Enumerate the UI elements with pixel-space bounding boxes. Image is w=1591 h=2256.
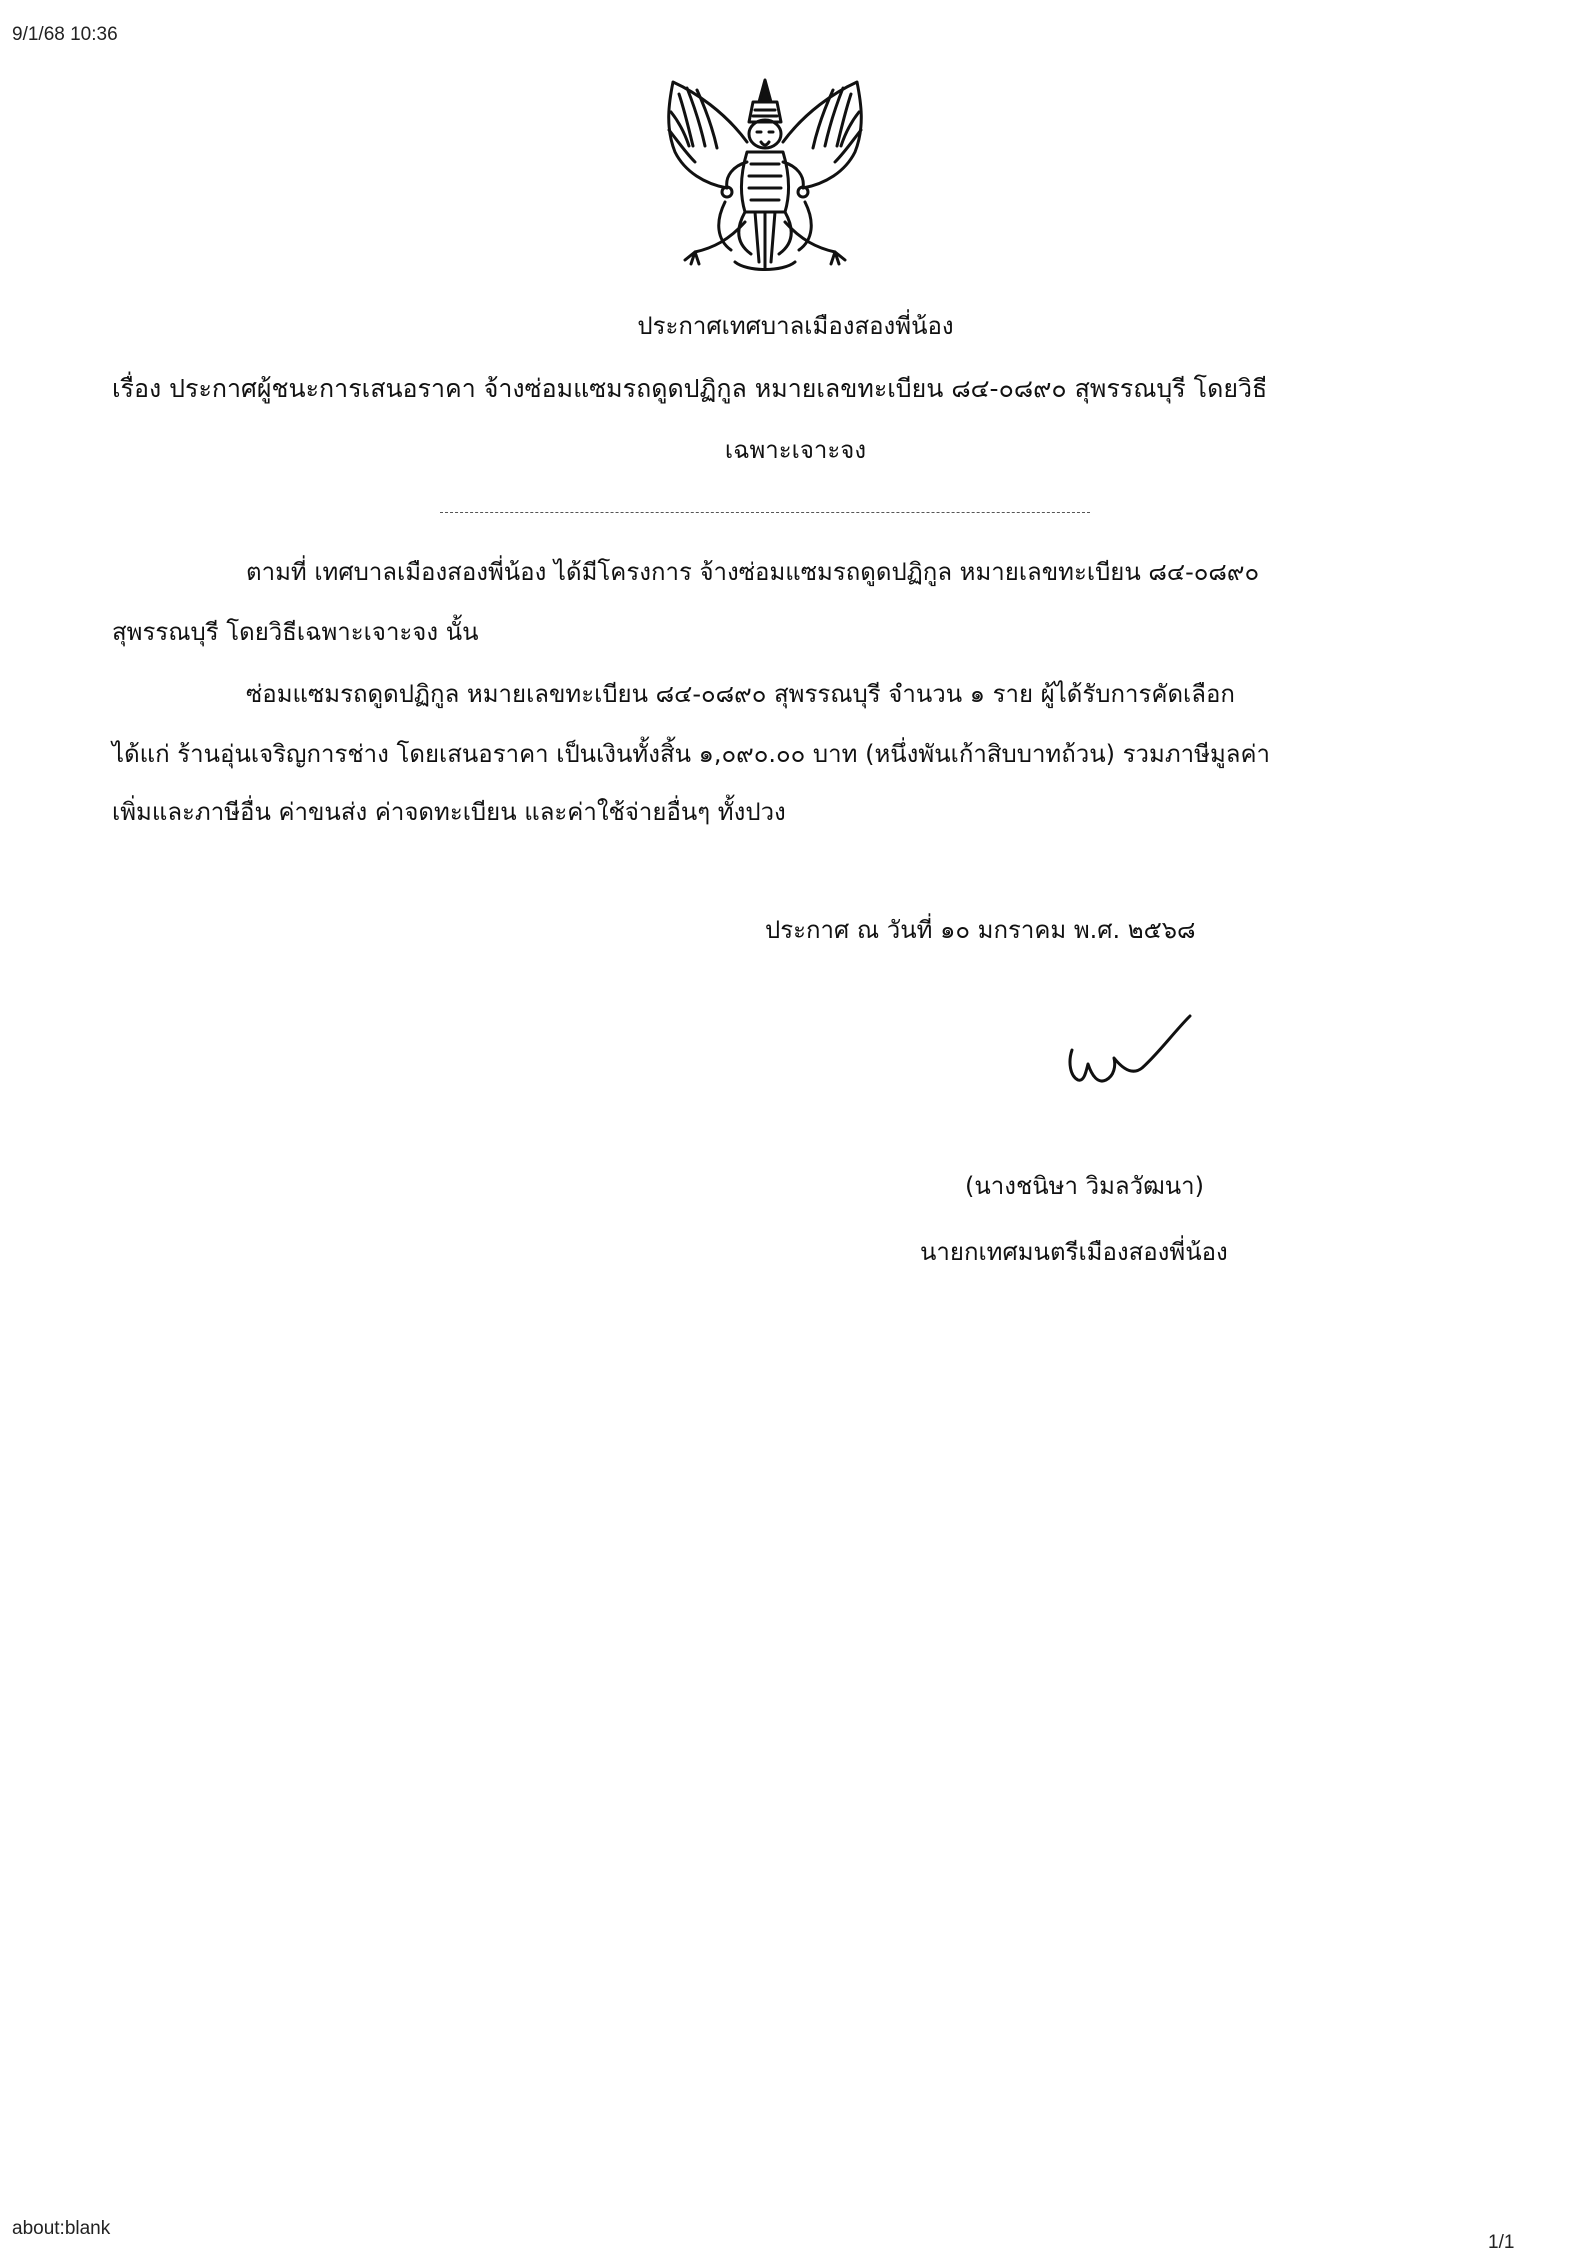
announcement-date: ประกาศ ณ วันที่ ๑๐ มกราคม พ.ศ. ๒๕๖๘ <box>765 916 1196 944</box>
paragraph-2-line-3: เพิ่มและภาษีอื่น ค่าขนส่ง ค่าจดทะเบียน และค่าใช้จ่ายอื่นๆ ทั้งปวง <box>112 798 786 826</box>
subject-line-2: เฉพาะเจาะจง <box>724 436 867 464</box>
announcement-title: ประกาศเทศบาลเมืองสองพี่น้อง <box>637 312 954 340</box>
paragraph-1-line-2: สุพรรณบุรี โดยวิธีเฉพาะเจาะจง นั้น <box>112 618 479 646</box>
paragraph-2-line-2: ได้แก่ ร้านอุ่นเจริญการช่าง โดยเสนอราคา เป็นเงินทั้งสิ้น ๑,๐๙๐.๐๐ บาท (หนึ่งพันเก้าสิบบาทถ้วน) รวมภาษีมูลค่า <box>112 740 1271 768</box>
garuda-emblem-icon <box>655 72 875 287</box>
print-timestamp: 9/1/68 10:36 <box>12 24 118 45</box>
signer-name: (นางชนิษา วิมลวัฒนา) <box>965 1172 1204 1200</box>
paragraph-2-line-1: ซ่อมแซมรถดูดปฏิกูล หมายเลขทะเบียน ๘๔-๐๘๙๐ สุพรรณบุรี จำนวน ๑ ราย ผู้ได้รับการคัดเลือก <box>246 680 1235 708</box>
subject-line-1: เรื่อง ประกาศผู้ชนะการเสนอราคา จ้างซ่อมแซมรถดูดปฏิกูล หมายเลขทะเบียน ๘๔-๐๘๙๐ สุพรรณบุรี โดยวิธี <box>112 374 1268 403</box>
section-divider <box>440 512 1090 513</box>
print-url: about:blank <box>12 2218 111 2239</box>
paragraph-1-line-1: ตามที่ เทศบาลเมืองสองพี่น้อง ได้มีโครงการ จ้างซ่อมแซมรถดูดปฏิกูล หมายเลขทะเบียน ๘๔-๐๘๙๐ <box>246 558 1260 586</box>
print-page-count: 1/1 <box>1488 2232 1515 2253</box>
signer-title: นายกเทศมนตรีเมืองสองพี่น้อง <box>920 1238 1228 1266</box>
handwritten-signature <box>1062 1010 1202 1100</box>
